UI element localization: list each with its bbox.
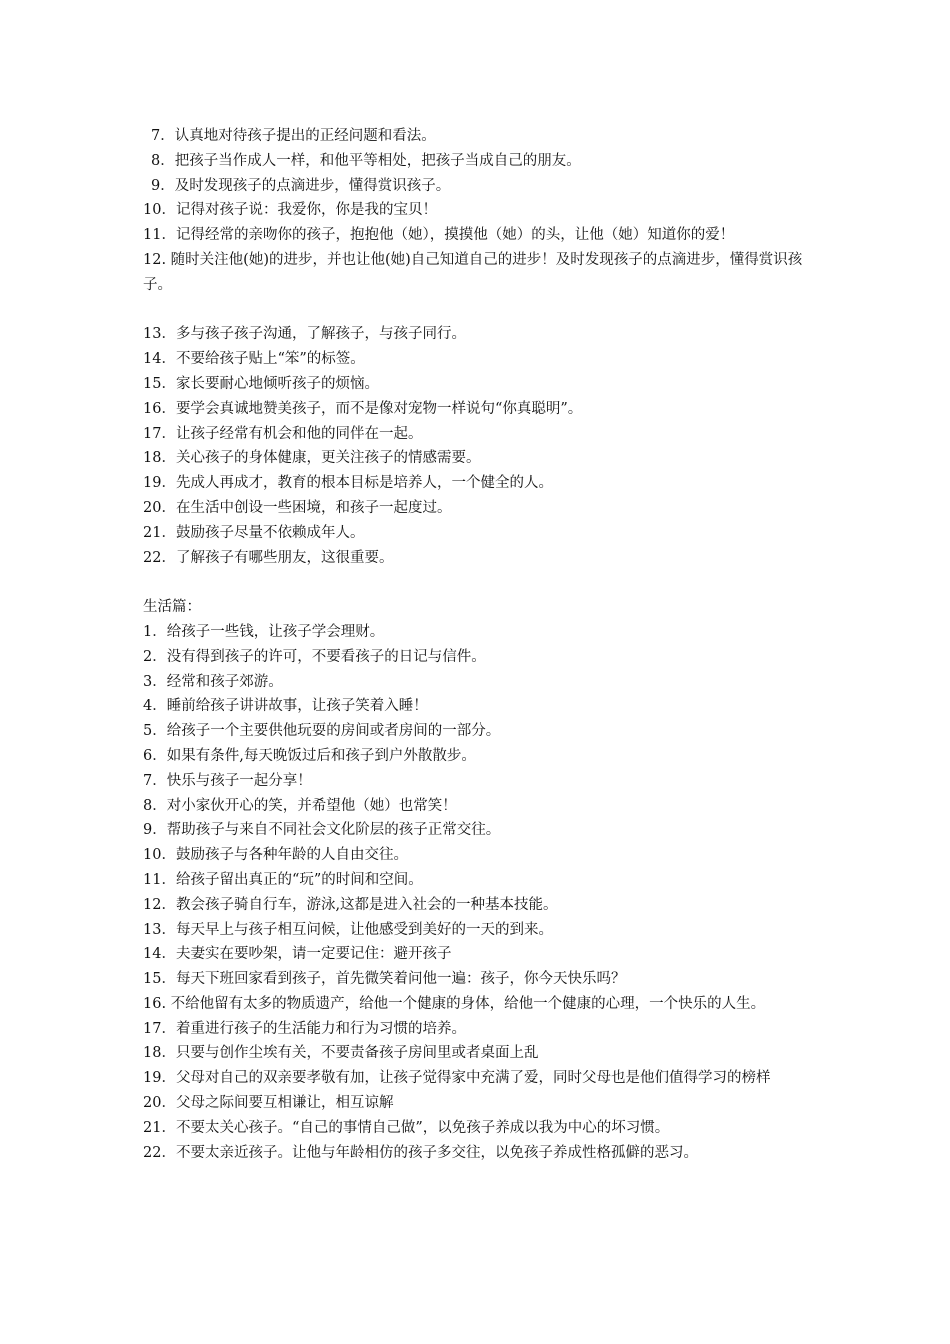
list-item: 3．经常和孩子郊游。 (143, 673, 283, 690)
list-item: 17．让孩子经常有机会和他的同伴在一起。 (143, 425, 423, 442)
section-communication-tips (143, 322, 815, 570)
list-item: 19．先成人再成才，教育的根本目标是培养人，一个健全的人。 (143, 475, 553, 492)
list-item: 4．睡前给孩子讲讲故事，让孩子笑着入睡！ (143, 698, 428, 715)
list-item: 18．关心孩子的身体健康，更关注孩子的情感需要。 (143, 450, 481, 467)
list-item: 22．了解孩子有哪些朋友，这很重要。 (143, 549, 394, 566)
list-item: 11．记得经常的亲吻你的孩子，抱抱他（她），摸摸他（她）的头，让他（她）知道你的爱！ (143, 227, 735, 244)
list-item: 10．鼓励孩子与各种年龄的人自由交往。 (143, 847, 408, 864)
list-item: 9．帮助孩子与来自不同社会文化阶层的孩子正常交往。 (143, 822, 501, 839)
list-item: 20．在生活中创设一些困境，和孩子一起度过。 (143, 499, 452, 516)
list-item: 22．不要太亲近孩子。让他与年龄相仿的孩子多交往，以免孩子养成性格孤僻的恶习。 (143, 1144, 698, 1161)
list-item: 18．只要与创作尘埃有关，不要责备孩子房间里或者桌面上乱 (143, 1045, 539, 1062)
list-item: 15．每天下班回家看到孩子，首先微笑着问他一遍：孩子，你今天快乐吗？ (143, 971, 626, 988)
list-item: 12．教会孩子骑自行车，游泳,这都是进入社会的一种基本技能。 (143, 896, 558, 913)
section-heading: 生活篇： (143, 599, 201, 616)
list-item: 13．每天早上与孩子相互问候，让他感受到美好的一天的到来。 (143, 921, 553, 938)
list-item: 7．快乐与孩子一起分享！ (143, 772, 312, 789)
document-page (143, 124, 815, 1165)
list-item: 11．给孩子留出真正的“玩”的时间和空间。 (143, 871, 423, 888)
list-item: 16．要学会真诚地赞美孩子，而不是像对宠物一样说句“你真聪明”。 (143, 400, 583, 417)
list-item: 16. 不给他留有太多的物质遗产，给他一个健康的身体，给他一个健康的心理，一个快乐的人生。 (143, 995, 766, 1012)
list-item: 13．多与孩子孩子沟通，了解孩子，与孩子同行。 (143, 326, 466, 343)
list-item: 10．记得对孩子说：我爱你，你是我的宝贝！ (143, 202, 437, 219)
list-item: 7．认真地对待孩子提出的正经问题和看法。 (151, 128, 436, 144)
list-item: 15．家长要耐心地倾听孩子的烦恼。 (143, 375, 379, 392)
list-item: 21．鼓励孩子尽量不依赖成年人。 (143, 524, 365, 541)
list-item: 20．父母之际间要互相谦让，相互谅解 (143, 1095, 394, 1112)
list-item: 1．给孩子一些钱，让孩子学会理财。 (143, 623, 385, 640)
list-item: 2．没有得到孩子的许可，不要看孩子的日记与信件。 (143, 648, 486, 665)
list-item: 17．着重进行孩子的生活能力和行为习惯的培养。 (143, 1020, 466, 1037)
section-life-tips (143, 595, 815, 1165)
list-item: 8．把孩子当作成人一样，和他平等相处，把孩子当成自己的朋友。 (151, 152, 581, 169)
list-item: 5．给孩子一个主要供他玩耍的房间或者房间的一部分。 (143, 723, 501, 740)
list-item: 12. 随时关注他(她)的进步，并也让他(她)自己知道自己的进步！及时发现孩子的点滴进步，懂得赏识孩子。 (143, 251, 803, 293)
list-item: 9．及时发现孩子的点滴进步，懂得赏识孩子。 (151, 177, 451, 194)
list-item: 19．父母对自己的双亲要孝敬有加，让孩子觉得家中充满了爱，同时父母也是他们值得学习的榜样 (143, 1070, 771, 1087)
list-item: 14．不要给孩子贴上“笨”的标签。 (143, 351, 365, 368)
list-item: 6．如果有条件,每天晚饭过后和孩子到户外散散步。 (143, 747, 476, 764)
list-item: 21．不要太关心孩子。“自己的事情自己做”，以免孩子养成以我为中心的坏习惯。 (143, 1119, 670, 1136)
section-parenting-tips-continued (143, 124, 815, 298)
list-item: 14．夫妻实在要吵架，请一定要记住：避开孩子 (143, 946, 452, 963)
list-item: 8．对小家伙开心的笑，并希望他（她）也常笑！ (143, 797, 457, 814)
